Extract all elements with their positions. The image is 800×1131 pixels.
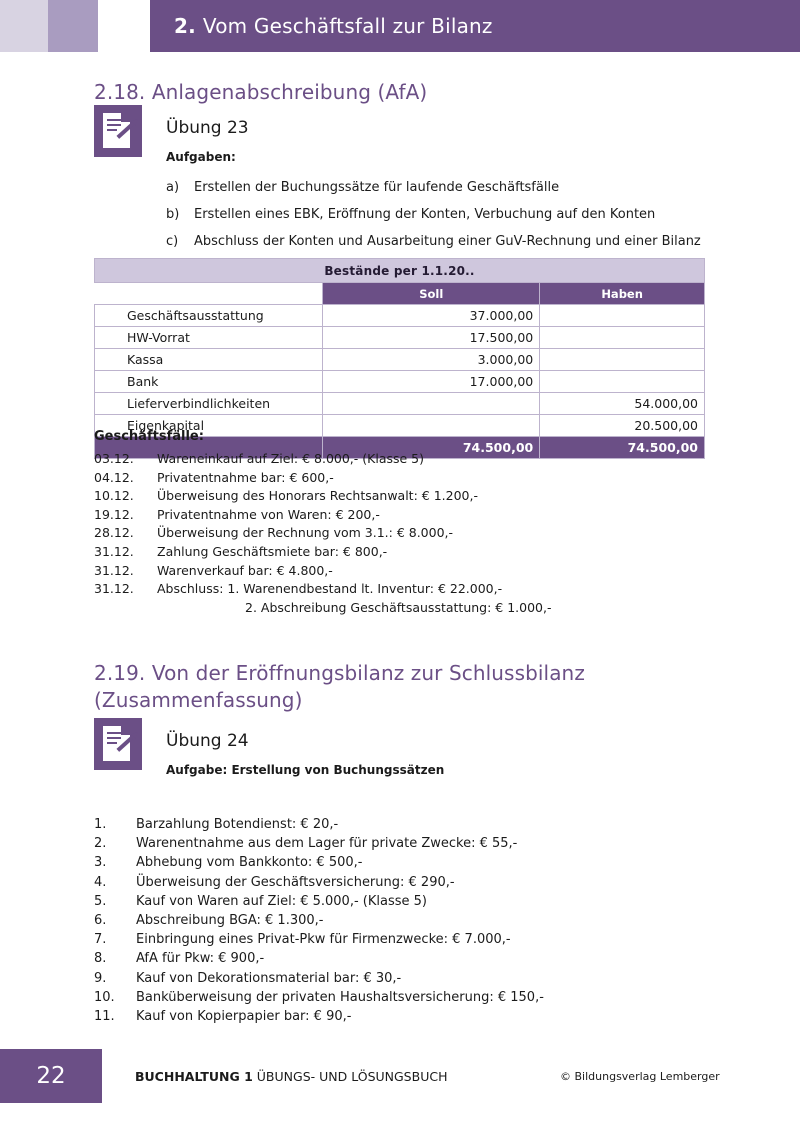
table-header-row [95,283,705,305]
row-haben [540,327,705,349]
item-number: 2. [94,836,107,852]
item-text: Kauf von Waren auf Ziel: € 5.000,- (Klasse 5) [136,893,427,909]
item-text: AfA für Pkw: € 900,- [136,951,265,967]
row-label: Lieferverbindlichkeiten [95,393,323,415]
header-block-white [98,0,150,52]
footer-book-subtitle: ÜBUNGS- UND LÖSUNGSBUCH [256,1069,448,1084]
footer-copyright: © Bildungsverlag Lemberger [560,1070,720,1083]
text-line-icon [107,742,117,744]
case-text: Überweisung des Honorars Rechtsanwalt: € 1.200,- [157,488,478,504]
task-label: b) [166,207,180,222]
item-text: Abschreibung BGA: € 1.300,- [136,913,324,929]
item-number: 9. [94,970,107,986]
item-text: Warenentnahme aus dem Lager für private Zwecke: € 55,- [136,836,518,852]
case-text: Überweisung der Rechnung vom 3.1.: € 8.000,- [157,525,454,541]
list-item [94,1007,754,1026]
task-item [166,207,655,222]
column-header-haben: Haben [540,283,705,305]
table-row [95,305,705,327]
item-number: 6. [94,913,107,929]
row-soll [323,415,540,437]
case-item [94,543,734,562]
case-date: 10.12. [94,488,134,504]
item-number: 4. [94,874,107,890]
item-text: Abhebung vom Bankkonto: € 500,- [136,855,363,871]
chapter-number: 2. [174,14,196,38]
total-haben: 74.500,00 [540,437,705,459]
document-icon [103,726,130,761]
task-text: Erstellen eines EBK, Eröffnung der Konten, Verbuchung auf den Konten [194,207,656,222]
row-haben: 20.500,00 [540,415,705,437]
cases-list [94,450,734,617]
case-date: 04.12. [94,469,134,485]
row-soll [323,393,540,415]
row-haben: 54.000,00 [540,393,705,415]
task-item [166,234,701,249]
case-sub-item [157,599,734,618]
item-number: 10. [94,989,115,1005]
table-row [95,349,705,371]
case-item [94,469,734,488]
cases-title: Geschäftsfälle: [94,429,204,444]
numbered-list [94,815,754,1026]
table-caption: Bestände per 1.1.20.. [95,259,705,283]
task-label: c) [166,234,179,249]
exercise-title-23: Übung 23 [166,118,249,138]
case-item [94,450,734,469]
item-text: Einbringung eines Privat-Pkw für Firmenzwecke: € 7.000,- [136,932,511,948]
row-haben [540,349,705,371]
list-item [94,969,754,988]
total-soll: 74.500,00 [323,437,540,459]
row-soll: 3.000,00 [323,349,540,371]
row-haben [540,371,705,393]
row-label: Kassa [95,349,323,371]
list-item [94,949,754,968]
case-item [94,562,734,581]
row-haben [540,305,705,327]
task-text: Abschluss der Konten und Ausarbeitung einer GuV-Rechnung und einer Bilanz [194,234,701,249]
case-date: 28.12. [94,525,134,541]
page-fold-icon [121,113,130,122]
column-header-soll: Soll [323,283,540,305]
table-caption-row [95,259,705,283]
case-item [94,580,734,599]
item-text: Überweisung der Geschäftsversicherung: € 290,- [136,874,455,890]
row-soll: 17.000,00 [323,371,540,393]
item-text: Banküberweisung der privaten Haushaltsversicherung: € 150,- [136,989,544,1005]
case-text: Warenverkauf bar: € 4.800,- [157,562,333,578]
page-header [0,0,800,52]
item-number: 7. [94,932,107,948]
task-item [166,180,559,195]
list-item [94,853,754,872]
chapter-heading [174,0,493,52]
item-number: 8. [94,951,107,967]
row-soll: 17.500,00 [323,327,540,349]
section-heading-219: 2.19. Von der Eröffnungsbilanz zur Schlussbilanz (Zusammenfassung) [94,661,585,712]
exercise-title-24: Übung 24 [166,731,249,751]
case-item [94,506,734,525]
case-text: Zahlung Geschäftsmiete bar: € 800,- [157,543,388,559]
text-line-icon [107,732,121,734]
table-row [95,371,705,393]
case-text: Privatentnahme bar: € 600,- [157,469,334,485]
document-icon [103,113,130,148]
case-item [94,487,734,506]
page-number-badge: 22 [0,1049,102,1103]
task-label: a) [166,180,180,195]
case-date: 19.12. [94,506,134,522]
item-number: 5. [94,893,107,909]
list-item [94,834,754,853]
item-text: Kauf von Kopierpapier bar: € 90,- [136,1009,352,1025]
footer-book-title: BUCHHALTUNG 1 [135,1069,253,1084]
item-number: 1. [94,817,107,832]
table-row [95,393,705,415]
section-heading-218: 2.18. Anlagenabschreibung (AfA) [94,80,428,104]
list-item [94,873,754,892]
case-date: 31.12. [94,562,134,578]
exercise-subtitle-23: Aufgaben: [166,150,236,164]
case-date: 31.12. [94,543,134,559]
text-line-icon [107,124,121,126]
list-item [94,815,754,834]
list-item [94,892,754,911]
text-line-icon [107,737,121,739]
case-item [94,524,734,543]
case-text: Abschluss: 1. Warenendbestand lt. Inventur: € 22.000,- [157,581,503,597]
text-line-icon [107,119,121,121]
item-number: 3. [94,855,107,871]
case-date: 31.12. [94,581,134,597]
row-label: Bank [95,371,323,393]
list-item [94,988,754,1007]
text-line-icon [107,129,117,131]
case-text: Privatentnahme von Waren: € 200,- [157,506,380,522]
exercise-icon [94,718,142,770]
row-label: Geschäftsausstattung [95,305,323,327]
list-item [94,911,754,930]
footer-book-info [135,1069,447,1084]
exercise-subtitle-24: Aufgabe: Erstellung von Buchungssätzen [166,763,445,777]
page-footer [0,1049,800,1131]
exercise-icon [94,105,142,157]
case-text: Wareneinkauf auf Ziel: € 8.000,- (Klasse 5) [157,451,424,466]
column-header-empty [95,283,323,305]
header-block-mid [48,0,98,52]
list-item [94,930,754,949]
page-fold-icon [121,726,130,735]
case-date: 03.12. [94,451,134,466]
row-label: HW-Vorrat [95,327,323,349]
chapter-title: Vom Geschäftsfall zur Bilanz [202,14,493,38]
header-block-pale [0,0,48,52]
row-soll: 37.000,00 [323,305,540,327]
item-text: Kauf von Dekorationsmaterial bar: € 30,- [136,970,402,986]
task-text: Erstellen der Buchungssätze für laufende Geschäftsfälle [194,180,560,195]
row-label: Eigenkapital [95,415,323,437]
table-row [95,327,705,349]
item-text: Barzahlung Botendienst: € 20,- [136,817,339,832]
item-number: 11. [94,1009,115,1025]
case-sub-text: 2. Abschreibung Geschäftsausstattung: € 1.000,- [245,599,552,615]
